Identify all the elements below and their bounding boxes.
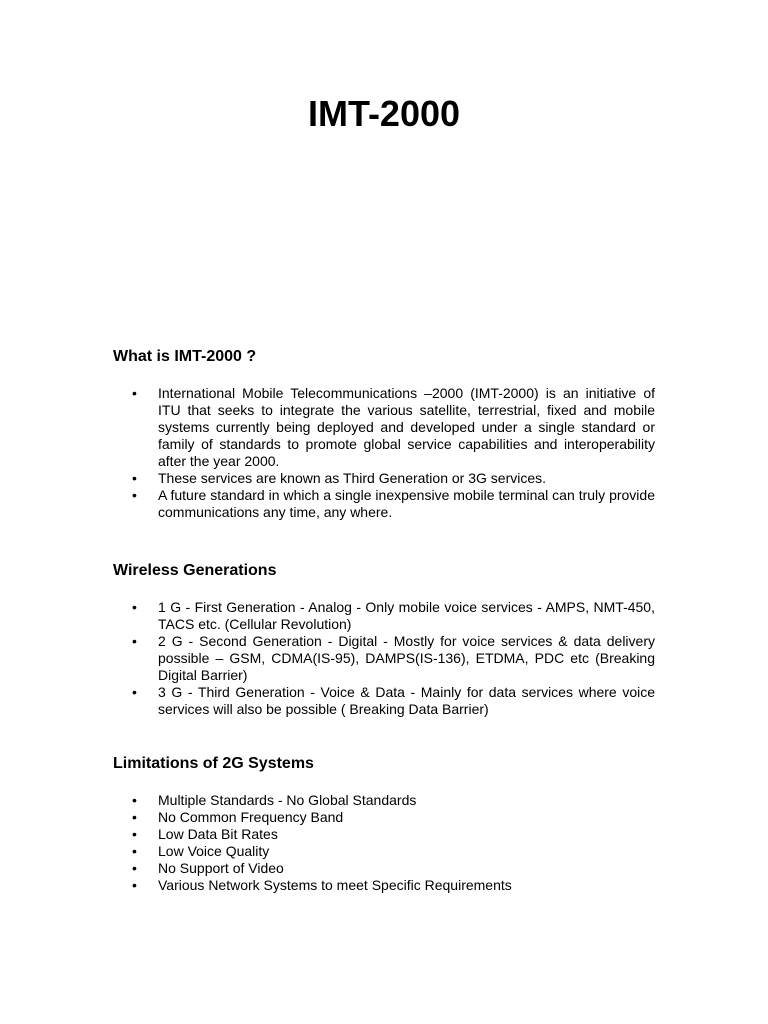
list-item-text: Low Data Bit Rates [158,826,278,842]
bullet-icon: • [132,385,137,401]
section-wireless-generations [113,561,655,718]
bullet-icon: • [132,470,137,486]
list-item [113,487,655,521]
list-item-text: 2 G - Second Generation - Digital - Mostly for voice services & data delivery possible – GSM, CDMA(IS-95), DAMPS(IS-136), ETDMA, PDC etc (Breaking Digital Barrier) [158,633,655,683]
document-title: IMT-2000 [307,93,461,134]
list-item [113,599,655,633]
list-item-text: A future standard in which a single inexpensive mobile terminal can truly provide communications any time, any where. [158,487,655,520]
list-item-text: No Support of Video [158,860,284,876]
section-limitations-of-2g [113,754,655,894]
list-item [113,470,655,487]
section-heading: Wireless Generations [113,562,277,579]
list-item-text: 1 G - First Generation - Analog - Only mobile voice services - AMPS, NMT-450, TACS etc. (Cellular Revolution) [158,599,655,632]
list-item [113,385,655,470]
list-item-text: Various Network Systems to meet Specific Requirements [158,877,512,893]
list-item-text: Multiple Standards - No Global Standards [158,792,417,808]
bullet-icon: • [132,599,137,615]
list-item [113,843,655,860]
bullet-list [113,385,655,521]
bullet-icon: • [132,684,137,700]
bullet-list [113,599,655,718]
bullet-icon: • [132,792,137,808]
list-item-text: Low Voice Quality [158,843,270,859]
bullet-icon: • [132,860,137,876]
bullet-icon: • [132,487,137,503]
bullet-icon: • [132,633,137,649]
bullet-icon: • [132,826,137,842]
list-item-text: International Mobile Telecommunications –2000 (IMT-2000) is an initiative of ITU that seeks to integrate the various satellite, terrestrial, fixed and mobile systems currently being deployed and developed under a single standard or family of standards to promote global service capabilities and interoperability after the year 2000. [158,385,655,469]
bullet-icon: • [132,877,137,893]
list-item [113,860,655,877]
bullet-icon: • [132,843,137,859]
list-item [113,684,655,718]
list-item-text: These services are known as Third Generation or 3G services. [158,470,547,486]
list-item [113,633,655,684]
section-heading: Limitations of 2G Systems [113,755,314,772]
section-what-is-imt-2000 [113,347,655,521]
list-item [113,792,655,809]
list-item-text: No Common Frequency Band [158,809,344,825]
bullet-icon: • [132,809,137,825]
list-item [113,809,655,826]
section-heading: What is IMT-2000 ? [113,348,257,365]
bullet-list [113,792,655,894]
list-item [113,826,655,843]
list-item-text: 3 G - Third Generation - Voice & Data - Mainly for data services where voice services will also be possible ( Breaking Data Barrier) [158,684,655,717]
list-item [113,877,655,894]
